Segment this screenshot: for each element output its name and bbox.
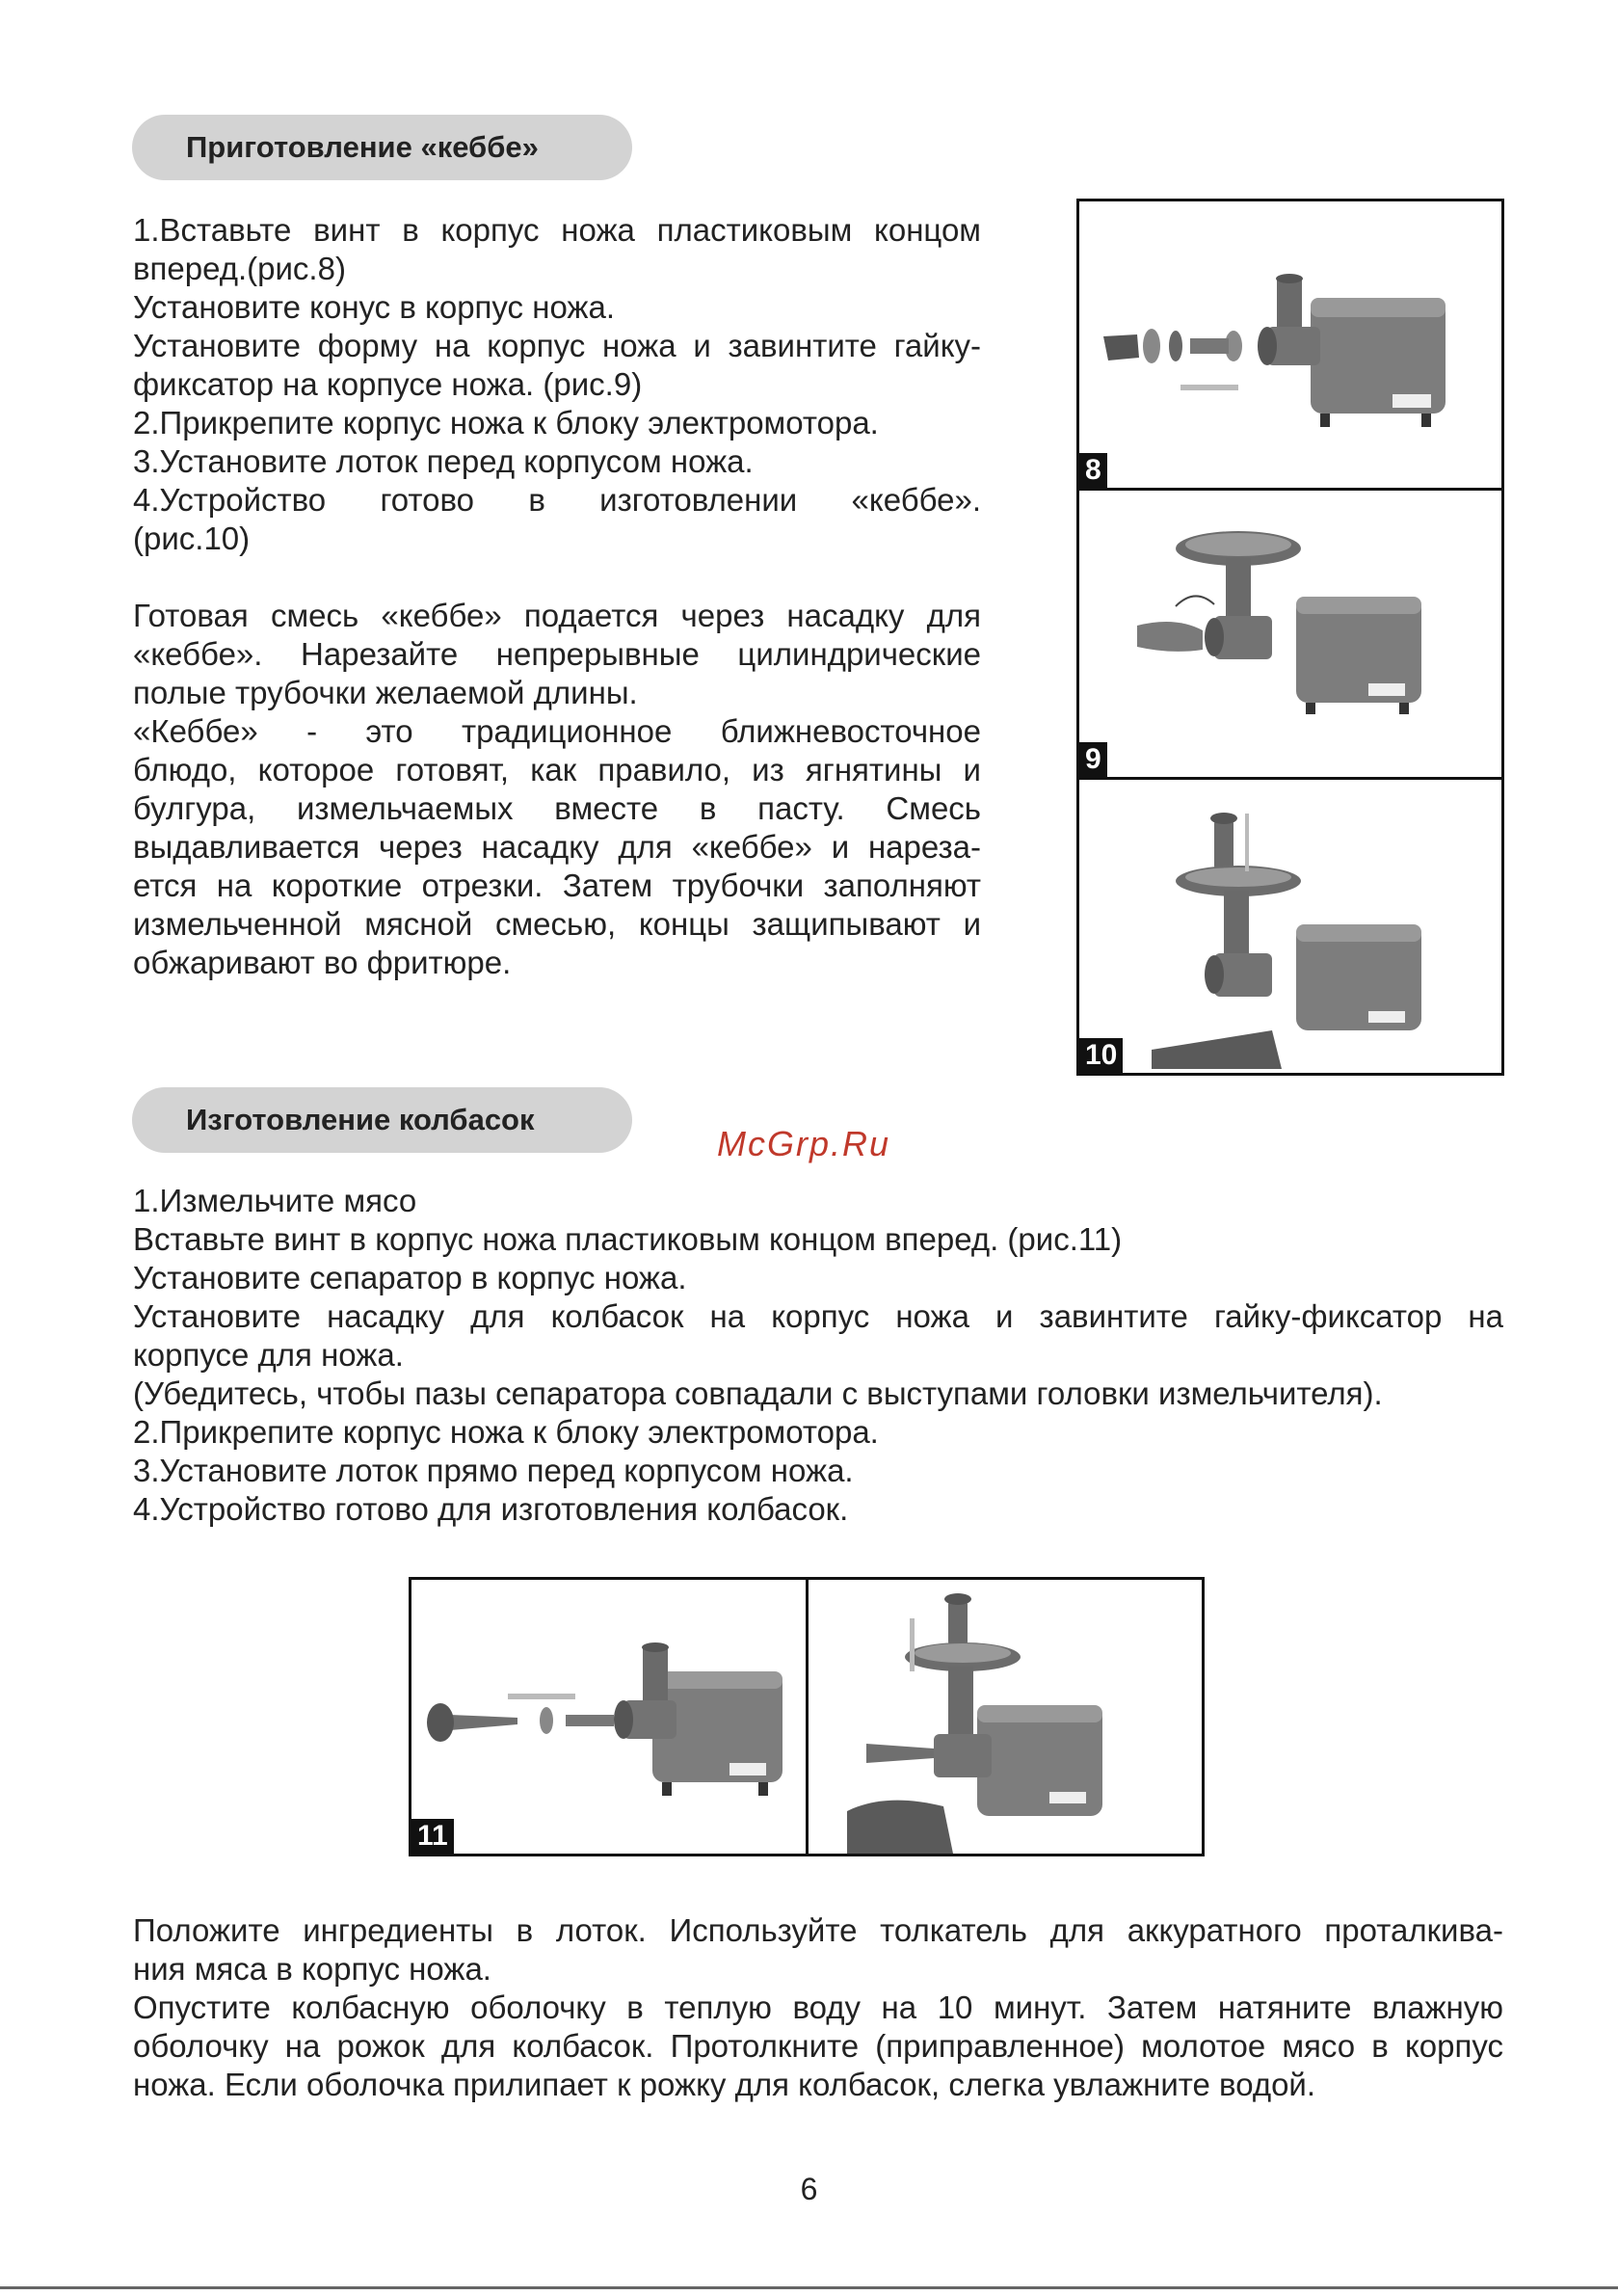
grinder-assembly-hand-illustration [1079,491,1501,777]
kebbe-step-line: вперед.(рис.8) [133,251,346,286]
kebbe-step-line: Установите конус в корпус ножа. [133,289,616,325]
figure-8 [1079,201,1501,491]
figure-9 [1079,491,1501,780]
kebbe-step-line: фиксатор на корпусе ножа. (рис.9) [133,366,643,402]
sausage-step-line: 2.Прикрепите корпус ножа к блоку электромотора. [133,1414,879,1450]
sausage-step-line: Вставьте винт в корпус ножа пластиковым концом вперед. (рис.11) [133,1221,1123,1257]
figure-number: 9 [1079,742,1107,777]
sausage-steps [133,1182,1503,1529]
sausage-step-line: Установите насадку для колбасок на корпус ножа и завинтите гайку-фиксатор на [133,1298,1503,1334]
sausage-step-line: (Убедитесь, чтобы пазы сепаратора совпадали с выступами головки измельчителя). [133,1375,1383,1411]
sausage-attachment-disassembled-illustration [411,1580,806,1854]
sausage-step-line: 4.Устройство готово для изготовления колбасок. [133,1491,849,1527]
kebbe-desc-line: Готовая смесь «кеббе» подается через насадку для [133,598,981,633]
kebbe-steps [133,211,981,558]
kebbe-step-line: Установите форму на корпус ножа и завинтите гайку- [133,328,981,363]
sausage-step-line: 3.Установите лоток прямо перед корпусом ножа. [133,1453,854,1488]
kebbe-figures [1076,199,1504,1076]
sausage-desc-line: ния мяса в корпус ножа. [133,1951,491,1987]
kebbe-step-line: (рис.10) [133,521,251,556]
kebbe-desc-line: ется на короткие отрезки. Затем трубочки заполняют [133,868,981,903]
kebbe-step-line: 4.Устройство готово в изготовлении «кеббе». [133,482,981,518]
figure-11-left [411,1580,806,1854]
kebbe-desc-line: полые трубочки желаемой длины. [133,675,638,710]
sausage-description [133,1911,1503,2104]
sausage-step-line: 1.Измельчите мясо [133,1183,417,1218]
figure-10 [1079,780,1501,1073]
sausage-step-line: корпусе для ножа. [133,1337,404,1373]
page-number: 6 [800,2172,818,2206]
kebbe-desc-line: «Кеббе» - это традиционное ближневосточное [133,713,981,749]
sausage-desc-line: оболочку на рожок для колбасок. Протолкните (приправленное) молотое мясо в корпус [133,2028,1503,2064]
figure-number: 10 [1079,1038,1123,1073]
bottom-rule [0,2286,1618,2289]
section-heading-kebbe-text: Приготовление «кеббе» [186,130,539,164]
grinder-kebbe-output-illustration [1079,780,1501,1069]
figure-11 [409,1577,1205,1856]
kebbe-desc-line: булгура, измельчаемых вместе в пасту. Смесь [133,790,981,826]
sausage-output-illustration [809,1580,1203,1854]
kebbe-desc-line: «кеббе». Нарезайте непрерывные цилиндрические [133,636,981,672]
sausage-desc-line: Положите ингредиенты в лоток. Используйте толкатель для аккуратного проталкива- [133,1912,1503,1948]
figure-number: 8 [1079,453,1107,488]
section-heading-sausages-text: Изготовление колбасок [186,1103,535,1136]
kebbe-desc-line: измельченной мясной смесью, концы защипывают и [133,906,981,942]
kebbe-desc-line: обжаривают во фритюре. [133,945,512,980]
kebbe-desc-line: блюдо, которое готовят, как правило, из ягнятины и [133,752,981,788]
figure-11-right [806,1580,1203,1854]
kebbe-step-line: 3.Установите лоток перед корпусом ножа. [133,443,754,479]
figure-number: 11 [411,1819,454,1854]
grinder-disassembled-illustration [1079,201,1501,488]
sausage-desc-line: ножа. Если оболочка прилипает к рожку для колбасок, слегка увлажните водой. [133,2067,1316,2102]
watermark-text: McGrp.Ru [717,1124,891,1163]
sausage-step-line: Установите сепаратор в корпус ножа. [133,1260,687,1295]
kebbe-desc-line: выдавливается через насадку для «кеббе» и нареза- [133,829,981,865]
section-heading-kebbe [132,115,632,180]
section-heading-sausages [132,1087,632,1153]
sausage-desc-line: Опустите колбасную оболочку в теплую воду на 10 минут. Затем натяните влажную [133,1989,1503,2025]
kebbe-step-line: 2.Прикрепите корпус ножа к блоку электромотора. [133,405,879,441]
kebbe-step-line: 1.Вставьте винт в корпус ножа пластиковым концом [133,212,981,248]
kebbe-description [133,597,981,982]
